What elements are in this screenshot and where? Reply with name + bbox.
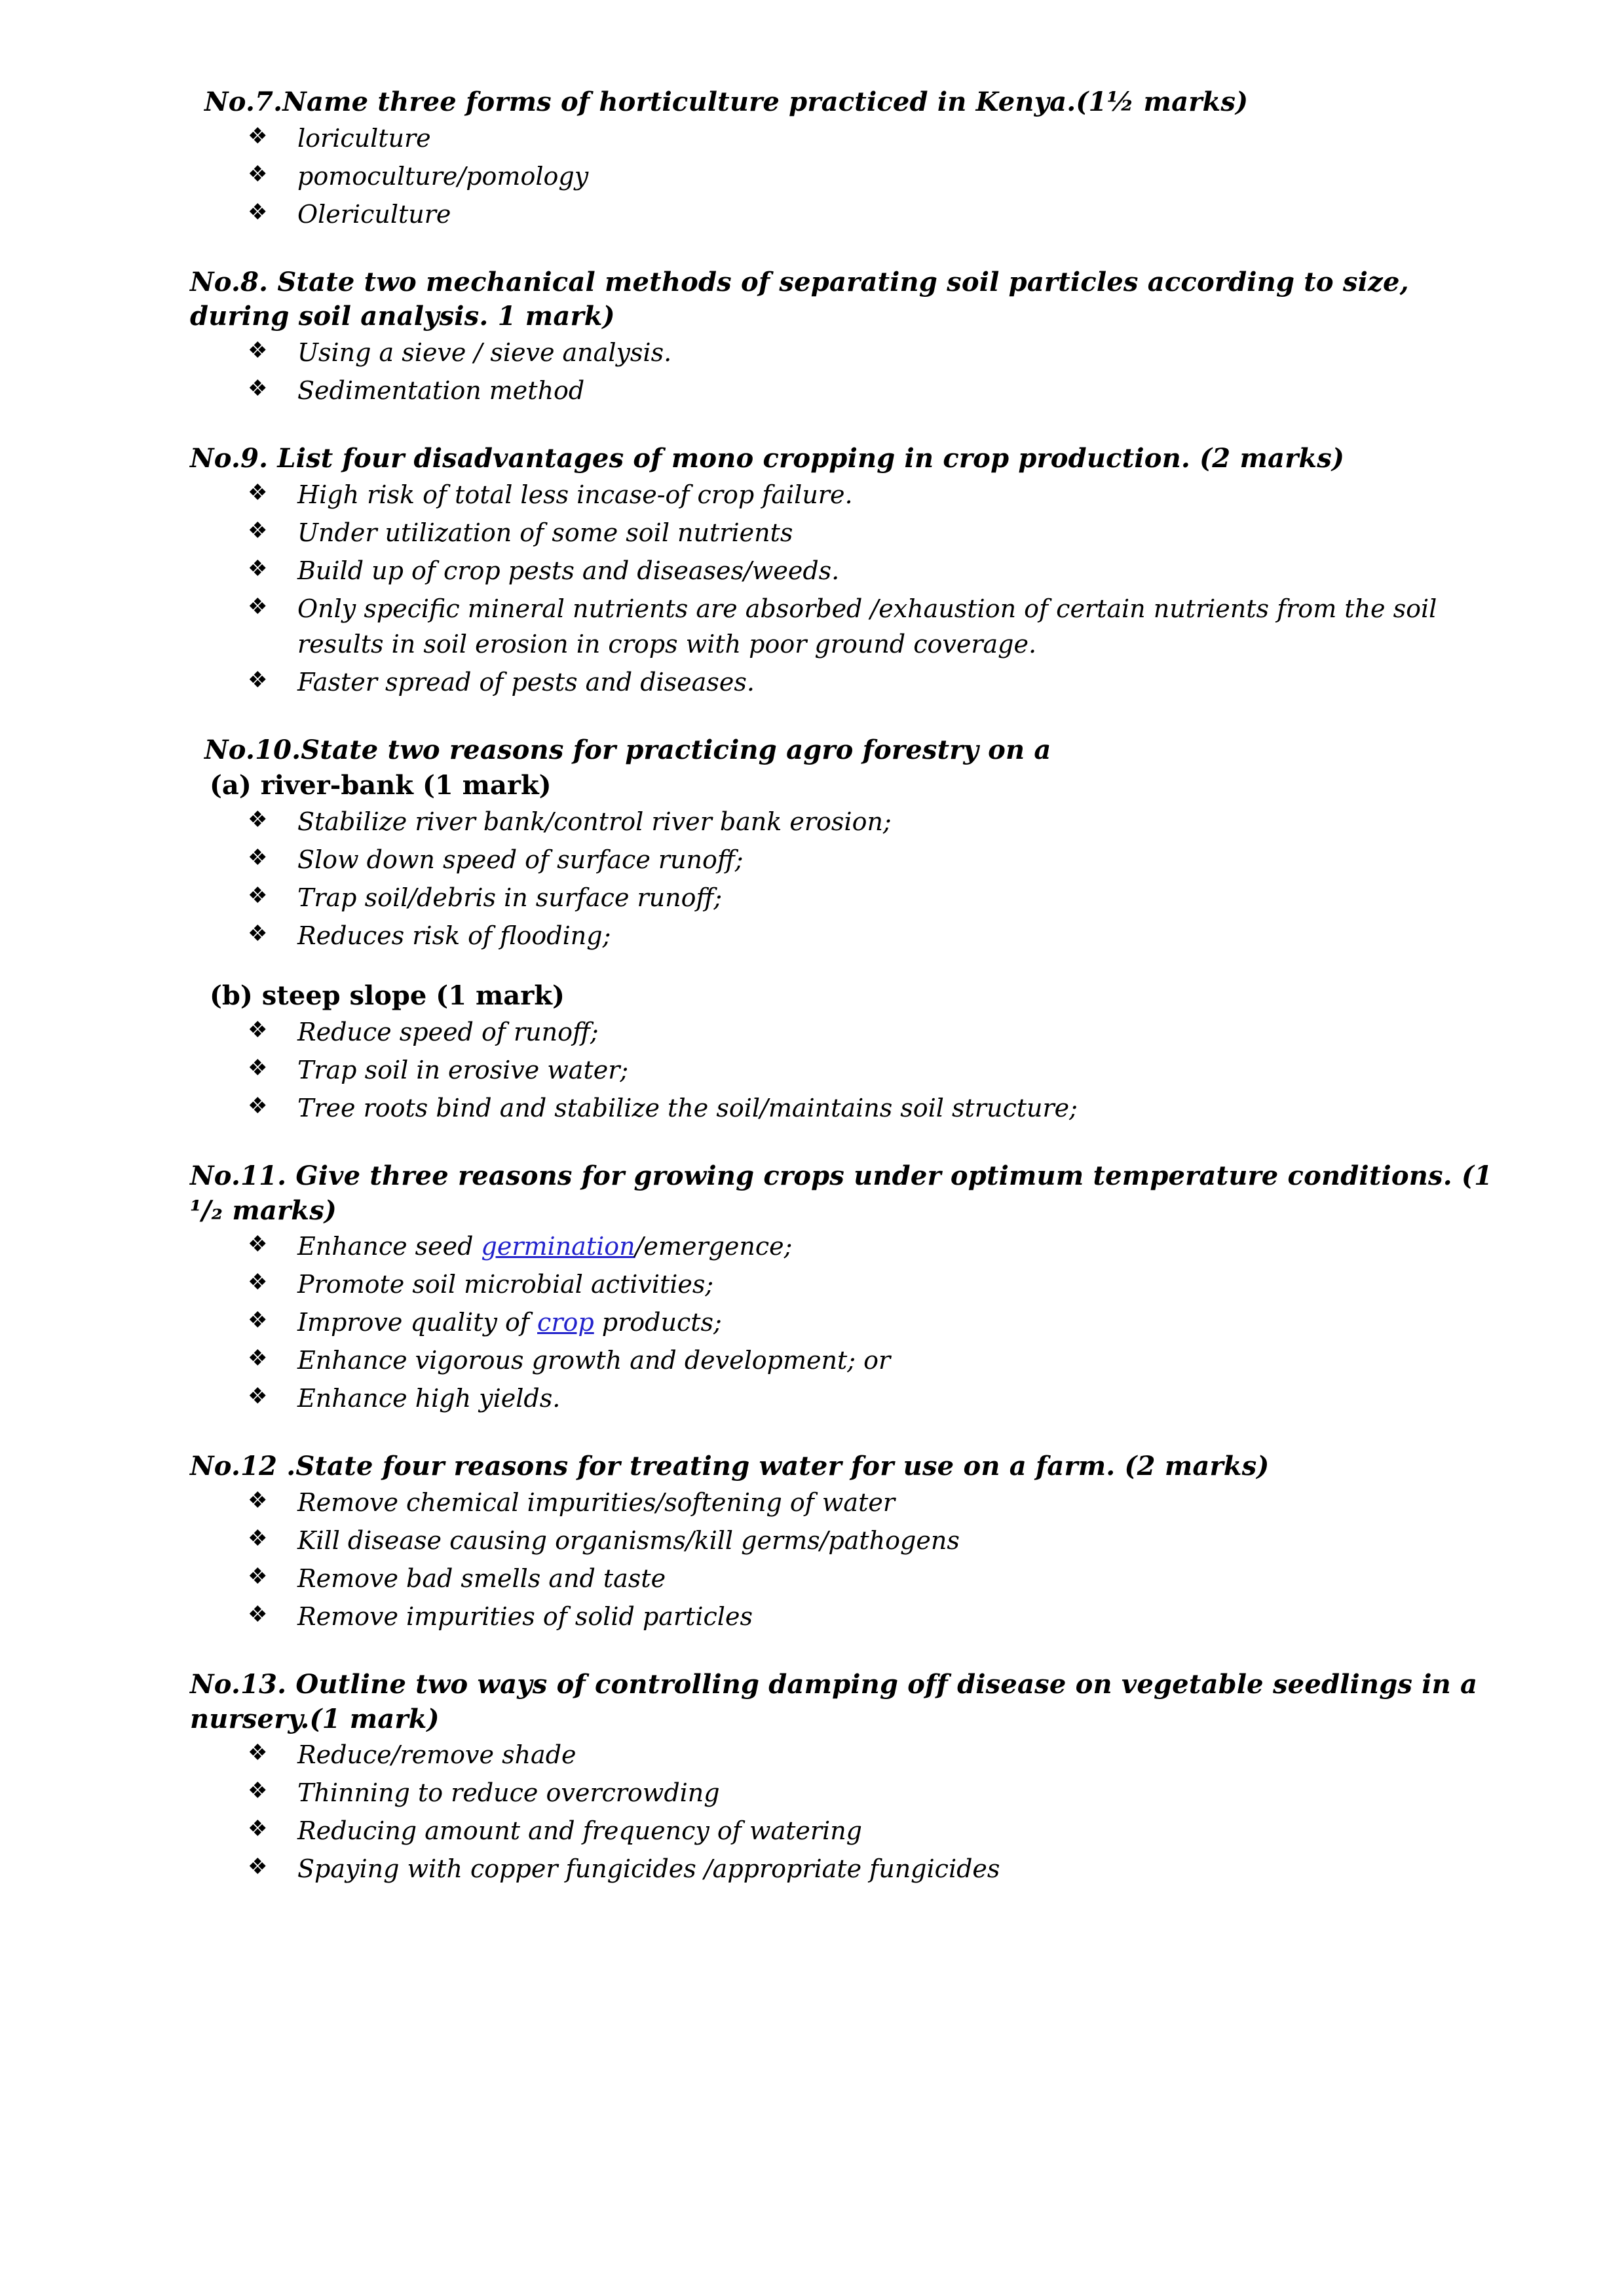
bullet-icon: ❖	[248, 1778, 268, 1805]
question-block-9	[190, 442, 1493, 700]
bullet-icon: ❖	[248, 555, 268, 582]
bullet-icon: ❖	[248, 921, 268, 947]
list-item-text: Stabilize river bank/control river bank erosion;	[297, 807, 892, 837]
list-item-text: Spaying with copper fungicides /appropriate fungicides	[297, 1854, 1000, 1884]
bullet-icon: ❖	[248, 593, 268, 620]
list-item	[248, 919, 1493, 954]
list-item-text: Slow down speed of surface runoff;	[297, 845, 744, 875]
list-item-text: Kill disease causing organisms/kill germs/pathogens	[297, 1525, 960, 1555]
list-item-text: Sedimentation method	[297, 376, 585, 406]
list-item-text: Remove bad smells and taste	[297, 1563, 666, 1593]
answer-list-9	[190, 478, 1493, 700]
list-item	[248, 665, 1493, 700]
answer-list-8	[190, 335, 1493, 409]
question-block-10	[190, 733, 1493, 1126]
answer-list-10a	[190, 805, 1493, 954]
list-item	[248, 881, 1493, 916]
list-item-text-pre: Improve quality of	[297, 1308, 538, 1337]
bullet-icon: ❖	[248, 161, 268, 187]
bullet-icon: ❖	[248, 123, 268, 149]
list-item-text: Using a sieve / sieve analysis.	[297, 338, 672, 368]
list-item	[248, 1343, 1493, 1379]
list-item-text: Enhance high yields.	[297, 1384, 561, 1413]
list-item	[248, 1852, 1493, 1887]
list-item	[248, 843, 1493, 878]
list-item	[248, 1814, 1493, 1849]
list-item-text: Reduce/remove shade	[297, 1740, 576, 1770]
answer-list-7	[190, 121, 1493, 233]
list-item-text-post: /emergence;	[635, 1232, 793, 1261]
list-item	[248, 373, 1493, 409]
bullet-icon: ❖	[248, 1601, 268, 1628]
bullet-icon: ❖	[248, 1231, 268, 1258]
spacer	[190, 255, 1493, 265]
list-item-text: pomoculture/pomology	[297, 161, 589, 191]
question-subheading-10b: (b) steep slope (1 mark)	[210, 980, 565, 1012]
bullet-icon: ❖	[248, 375, 268, 402]
list-item	[248, 121, 1493, 157]
list-item	[248, 1776, 1493, 1811]
spacer	[190, 1439, 1493, 1449]
spacer	[190, 431, 1493, 442]
bullet-icon: ❖	[248, 1269, 268, 1296]
list-item-text: Enhance vigorous growth and development; or	[297, 1346, 891, 1375]
question-block-7	[190, 85, 1493, 233]
answer-list-13	[190, 1738, 1493, 1887]
answer-list-10b	[190, 1015, 1493, 1126]
question-heading-11: No.11. Give three reasons for growing crops under optimum temperature conditions. (1 ¹/₂ marks)	[190, 1160, 1493, 1226]
bullet-icon: ❖	[248, 1307, 268, 1334]
list-item-text: Olericulture	[297, 199, 451, 229]
bullet-icon: ❖	[248, 337, 268, 364]
bullet-icon: ❖	[248, 1016, 268, 1043]
bullet-icon: ❖	[248, 1525, 268, 1552]
list-item-text: Trap soil in erosive water;	[297, 1055, 629, 1084]
list-item-text: Faster spread of pests and diseases.	[297, 667, 755, 697]
bullet-icon: ❖	[248, 1487, 268, 1514]
list-item-text: Remove impurities of solid particles	[297, 1601, 753, 1631]
question-heading-9: No.9. List four disadvantages of mono cropping in crop production. (2 marks)	[190, 443, 1345, 474]
bullet-icon: ❖	[248, 1563, 268, 1590]
bullet-icon: ❖	[248, 1054, 268, 1081]
list-item	[248, 1229, 1493, 1265]
bullet-icon: ❖	[248, 1816, 268, 1843]
list-item-text: loriculture	[297, 123, 431, 153]
list-item-text: High risk of total less incase-of crop failure.	[297, 480, 853, 509]
list-item-text: Trap soil/debris in surface runoff;	[297, 883, 723, 913]
question-heading-10: No.10.State two reasons for practicing agro forestry on a	[204, 734, 1051, 765]
bullet-icon: ❖	[248, 845, 268, 871]
list-item	[248, 1523, 1493, 1559]
bullet-icon: ❖	[248, 807, 268, 833]
list-item-text: Reducing amount and frequency of watering	[297, 1816, 862, 1846]
question-block-8	[190, 265, 1493, 410]
hyperlink-crop[interactable]: crop	[537, 1308, 594, 1337]
bullet-icon: ❖	[248, 1383, 268, 1410]
bullet-icon: ❖	[248, 479, 268, 506]
list-item	[248, 1599, 1493, 1635]
spacer	[190, 1149, 1493, 1159]
spacer	[190, 723, 1493, 733]
spacer	[190, 1657, 1493, 1668]
hyperlink-germination[interactable]: germination	[481, 1232, 635, 1261]
list-item	[248, 1381, 1493, 1417]
list-item	[248, 1091, 1493, 1126]
bullet-icon: ❖	[248, 1092, 268, 1119]
list-item-text: Tree roots bind and stabilize the soil/maintains soil structure;	[297, 1093, 1078, 1122]
list-item	[248, 516, 1493, 551]
bullet-icon: ❖	[248, 517, 268, 544]
list-item-text-pre: Enhance seed	[297, 1232, 482, 1261]
question-heading-7: No.7.Name three forms of horticulture practiced in Kenya.(1½ marks)	[204, 86, 1249, 117]
answer-list-11	[190, 1229, 1493, 1417]
list-item	[248, 1738, 1493, 1773]
list-item	[248, 197, 1493, 233]
list-item-text-post: products;	[594, 1308, 722, 1337]
list-item	[248, 1305, 1493, 1341]
list-item	[248, 1561, 1493, 1597]
bullet-icon: ❖	[248, 199, 268, 225]
list-item	[248, 478, 1493, 513]
question-heading-8: No.8. State two mechanical methods of separating soil particles according to size, during soil analysis. 1 mark)	[190, 266, 1409, 332]
spacer	[190, 957, 1493, 979]
list-item-text: Reduces risk of flooding;	[297, 921, 611, 951]
bullet-icon: ❖	[248, 883, 268, 909]
list-item	[248, 159, 1493, 195]
bullet-icon: ❖	[248, 1740, 268, 1767]
question-heading-13: No.13. Outline two ways of controlling damping off disease on vegetable seedlings in a nursery.(1 mark)	[190, 1668, 1478, 1734]
list-item-text: Reduce speed of runoff;	[297, 1017, 599, 1046]
list-item-text: Promote soil microbial activities;	[297, 1270, 714, 1299]
answer-list-12	[190, 1485, 1493, 1635]
bullet-icon: ❖	[248, 1854, 268, 1881]
list-item	[248, 335, 1493, 371]
question-block-13	[190, 1668, 1493, 1887]
list-item	[248, 1053, 1493, 1088]
list-item	[248, 805, 1493, 840]
list-item	[248, 1485, 1493, 1521]
list-item-text: Thinning to reduce overcrowding	[297, 1778, 720, 1808]
list-item-text: Only specific mineral nutrients are absorbed /exhaustion of certain nutrients from the soil results in soil erosion in crops with poor ground coverage.	[297, 594, 1437, 659]
bullet-icon: ❖	[248, 1345, 268, 1372]
question-block-11	[190, 1159, 1493, 1417]
list-item	[248, 1015, 1493, 1050]
list-item-text: Build up of crop pests and diseases/weeds.	[297, 556, 840, 585]
question-block-12	[190, 1449, 1493, 1635]
list-item	[248, 592, 1493, 662]
list-item	[248, 1267, 1493, 1303]
question-heading-12: No.12 .State four reasons for treating water for use on a farm. (2 marks)	[190, 1451, 1270, 1482]
bullet-icon: ❖	[248, 666, 268, 693]
list-item	[248, 554, 1493, 589]
list-item-text: Under utilization of some soil nutrients	[297, 518, 793, 547]
list-item-text: Remove chemical impurities/softening of water	[297, 1487, 895, 1517]
question-subheading-10a: (a) river-bank (1 mark)	[210, 770, 552, 801]
